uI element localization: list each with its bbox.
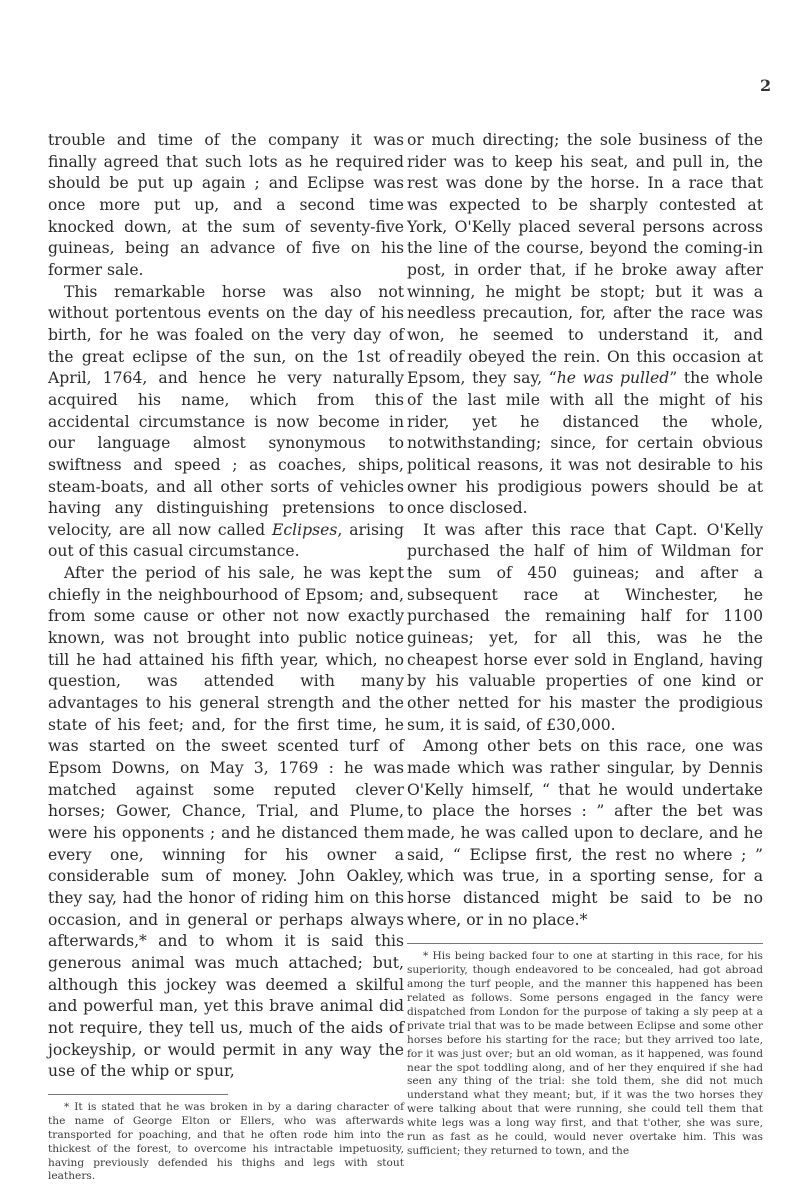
footnote-divider xyxy=(407,943,763,944)
right-paragraph-1-text-b: ” the whole of the last mile with all the might of his rider, yet he distanced the whole, notwithstanding; since, for certain obvious political reasons, it was not desirable to his owner his prodigious powers should be at once disclosed. xyxy=(407,369,764,518)
right-column xyxy=(407,130,763,1159)
right-paragraph-2: It was after this race that Capt. O'Kelly purchased the half of him of Wildman for the sum of 450 guineas; and after a subsequent race at Winchester, he purchased the remaining half for 1100 guineas; yet, for all this, was he the cheapest horse ever sold in England, having by his valuable properties of one kind or other netted for his master the prodigious sum, it is said, of £30,000. xyxy=(407,520,763,734)
left-column xyxy=(48,130,404,1184)
right-paragraph-1 xyxy=(407,130,763,520)
left-paragraph-3: After the period of his sale, he was kept chiefly in the neighbourhood of Epsom; and, from some cause or other not now exactly known, was not brought into public notice till he had attained his fifth year, which, no question, was attended with many advantages to his general strength and the state of his feet; and, for the first time, he was started on the sweet scented turf of Epsom Downs, on May 3, 1769 : he was matched against some reputed clever horses; Gower, Chance, Trial, and Plume, were his opponents ; and he distanced them every one, winning for his owner a considerable sum of money. John Oakley, they say, had the honor of riding him on this occasion, and in general or perhaps always afterwards,* and to whom it is said this generous animal was much attached; but, although this jockey was deemed a skilful and powerful man, yet this brave animal did not require, they tell us, much of the aids of jockeyship, or would permit in any way the use of the whip or spur, xyxy=(48,564,404,1081)
left-footnote-block xyxy=(48,1094,404,1184)
right-footnote-block xyxy=(407,943,763,1159)
footnote-divider xyxy=(48,1094,228,1095)
left-footnote: * It is stated that he was broken in by a daring character of the name of George Elton or Ellers, who was afterwards transported for poaching, and that he often rode him into the thickest of the forest, to overcome his intractable impetuosity, having previously defended his thighs and legs with stout leathers. xyxy=(48,1100,404,1183)
right-footnote: * His being backed four to one at starting in this race, for his superiority, though endeavored to be concealed, had got abroad among the turf people, and the manner this happened has been related as follows. Some persons engaged in the fancy were dispatched from London for the purpose of taking a sly peep at a private trial that was to be made between Eclipse and some other horses before his starting for the race; but they arrived too late, for it was just over; but an old woman, as it happened, was found near the spot toddling along, and of her they enquired if she had seen any thing of the trial: she told them, she did not much understand what they meant; but, if it was the two horses they were talking about that were running, she could tell them that white legs was a long way first, and that t'other, she was sure, run as fast as he could, would never overtake him. This was sufficient; they returned to town, and the xyxy=(407,950,763,1157)
left-paragraph-2: This remarkable horse was also not without portentous events on the day of his birth, for he was foaled on the very day of the great eclipse of the sun, on the 1st of April, 1764, and hence he very naturally acquired his name, which from this accidental circumstance is now become in our language almost synonymous to swiftness and speed ; as coaches, ships, steam-boats, and all other sorts of vehicles having any distinguishing pretensions to velocity, are all now called Eclipses, arising out of this casual circumstance. xyxy=(48,282,405,561)
right-paragraph-3: Among other bets on this race, one was made which was rather singular, by Dennis O'Kelly himself, “ that he would undertake to place the horses : ” after the bet was made, he was called upon to declare, and he said, “ Eclipse first, the rest no where ; ” which was true, in a sporting sense, for a horse distanced might be said to be no where, or in no place.* xyxy=(407,737,763,929)
eclipses-italic: Eclipses xyxy=(272,520,338,539)
left-paragraph-1: trouble and time of the company it was finally agreed that such lots as he required should be put up again ; and Eclipse was once more put up, and a second time knocked down, at the sum of seventy-five guineas, being an advance of five on his former sale. xyxy=(48,131,404,279)
right-paragraph-1-italic: he was pulled xyxy=(556,369,670,388)
page-number: 2 xyxy=(760,76,772,95)
right-paragraph-1-text-a: or much directing; the sole business of the rider was to keep his seat, and pull in, the rest was done by the horse. In a race that was expected to be sharply contested at York, O'Kelly placed several persons across the line of the course, beyond the coming-in post, in order that, if he broke away after winning, he might be stopt; but it was a needless precaution, for, after the race was won, he seemed to understand it, and readily obeyed the rein. On this occasion at Epsom, they say, “ xyxy=(407,131,763,388)
